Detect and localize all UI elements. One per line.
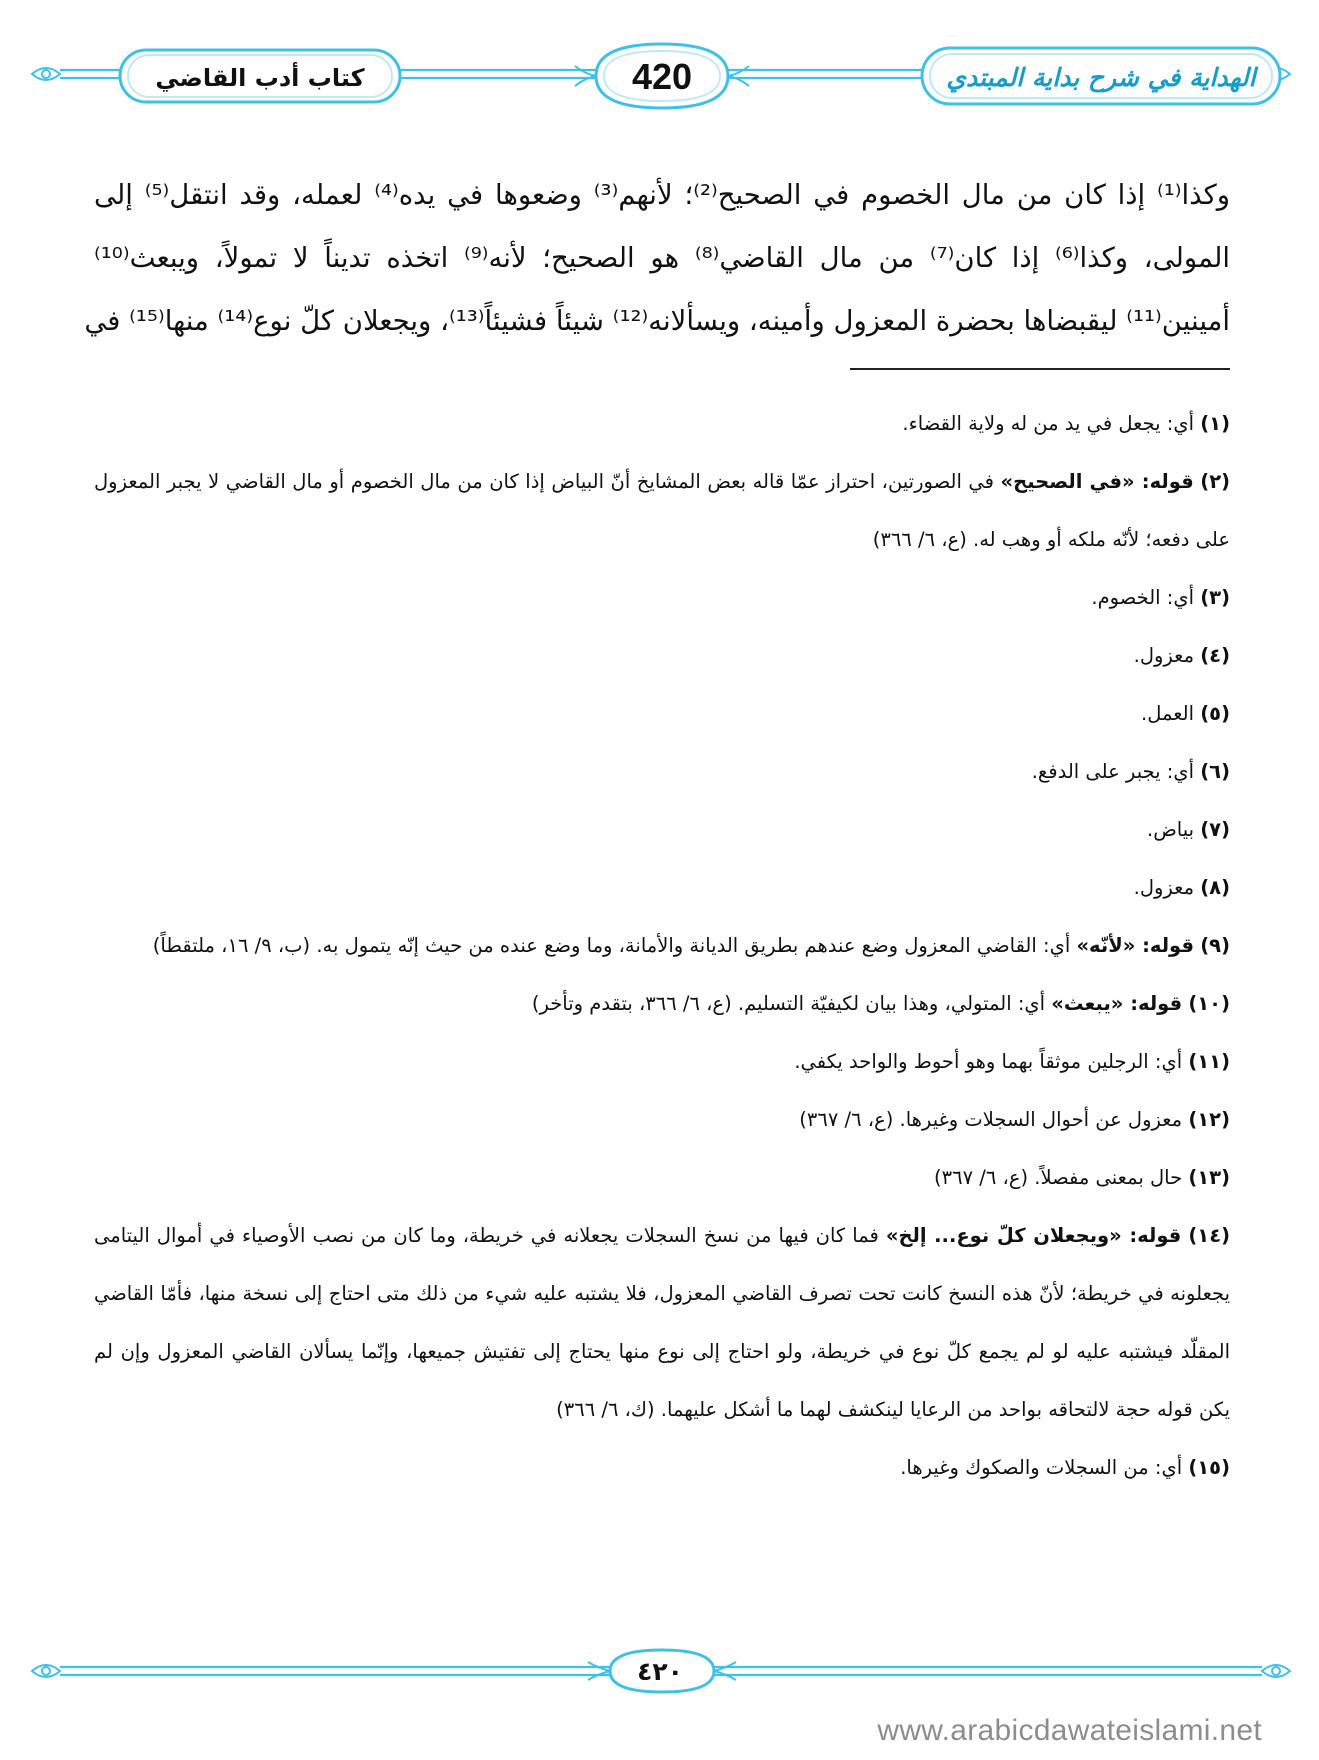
footnote-text: العمل. <box>1141 702 1195 725</box>
footnote-text: أي: القاضي المعزول وضع عندهم بطريق الديانة والأمانة، وما وضع عنده من حيث إنّه يتمول به. (ب، ٩/ ١٦، ملتقطاً) <box>152 934 1071 957</box>
footnote-number: (١٤) <box>1188 1224 1231 1247</box>
footnote-15 <box>94 1439 1230 1497</box>
page-footer <box>0 1640 1319 1700</box>
page-header <box>0 0 1319 110</box>
footnote-11 <box>94 1033 1230 1091</box>
footnote-1 <box>94 395 1230 453</box>
footnote-text: معزول. <box>1133 644 1195 667</box>
main-text-line: أمينين⁽¹¹⁾ ليقبضاها بحضرة المعزول وأمينه، ويسألانه⁽¹²⁾ شيئاً فشيئاً⁽¹³⁾، ويجعلان كلّ نوع⁽¹⁴⁾ منها⁽¹⁵⁾ في <box>84 305 1230 337</box>
footnote-number: (٢) <box>1200 470 1231 493</box>
footnote-text: بياض. <box>1147 818 1195 841</box>
footnote-text: حال بمعنى مفصلاً. (ع، ٦/ ٣٦٧) <box>934 1166 1183 1189</box>
footnote-8 <box>94 859 1230 917</box>
footnote-lemma: قوله: «ويجعلان كلّ نوع... إلخ» <box>885 1224 1182 1247</box>
footnote-text: أي: يجعل في يد من له ولاية القضاء. <box>902 412 1195 435</box>
footnote-7 <box>94 801 1230 859</box>
footnote-2 <box>94 453 1230 569</box>
footnote-text: معزول عن أحوال السجلات وغيرها. (ع، ٦/ ٣٦٧) <box>799 1108 1183 1131</box>
footnote-text: أي: الرجلين موثقاً بهما وهو أحوط والواحد يكفي. <box>794 1050 1183 1073</box>
footer-page-number: ٤٢٠ <box>637 1656 683 1686</box>
footnote-text: أي: من السجلات والصكوك وغيرها. <box>900 1456 1183 1479</box>
footnote-number: (١) <box>1200 412 1230 435</box>
footnote-number: (١١) <box>1188 1050 1230 1073</box>
footnote-lemma: قوله: «في الصحيح» <box>1000 470 1194 493</box>
footnote-separator <box>850 368 1230 370</box>
footnote-10 <box>94 975 1230 1033</box>
main-text-line: وكذا⁽¹⁾ إذا كان من مال الخصوم في الصحيح⁽²⁾؛ لأنهم⁽³⁾ وضعوها في يده⁽⁴⁾ لعمله، وقد انتقل⁽⁵⁾ إلى <box>94 179 1230 211</box>
footnote-13 <box>94 1149 1230 1207</box>
footnote-number: (٤) <box>1200 644 1230 667</box>
footnote-number: (٨) <box>1200 876 1230 899</box>
footnote-5 <box>94 685 1230 743</box>
footnote-3 <box>94 569 1230 627</box>
footnotes <box>94 395 1230 1497</box>
footnote-text: أي: المتولي، وهذا بيان لكيفيّة التسليم. (ع، ٦/ ٣٦٦، بتقدم وتأخر) <box>531 992 1046 1015</box>
footnote-text: في الصورتين، احتراز عمّا قاله بعض المشايخ أنّ البياض إذا كان من مال الخصوم أو مال القاضي لا يجبر المعزول على دفعه؛ لأنّه ملكه أو وهب له. (ع، ٦/ ٣٦٦) <box>94 470 1230 551</box>
footnote-lemma: قوله: «يبعث» <box>1051 992 1183 1015</box>
footnote-text: أي: يجبر على الدفع. <box>1031 760 1195 783</box>
footnote-number: (١٣) <box>1188 1166 1230 1189</box>
header-page-number: 420 <box>631 56 693 97</box>
footnote-number: (٧) <box>1200 818 1230 841</box>
footnote-text: فما كان فيها من نسخ السجلات يجعلانه في خريطة، وما كان من نصب الأوصياء في أموال اليتامى يجعلونه في خريطة؛ لأنّ هذه النسخ كانت تحت تصرف القاضي المعزول، فلا يشتبه عليه شيء من ذلك متى احتاج إلى نسخة منها، فأمّا القاضي المقلّد فيشتبه عليه لو لم يجمع كلّ نوع في خريطة، ولو احتاج إلى نوع منها يحتاج إلى تفتيش جميعها، وإنّما يسألان القاضي المعزول وإن لم يكن قوله حجة لالتحاقه بواحد من الرعايا لينكشف لهما ما أشكل عليهما. (ك، ٦/ ٣٦٦) <box>94 1224 1230 1421</box>
footnote-text: معزول. <box>1133 876 1195 899</box>
footnote-9 <box>94 917 1230 975</box>
footnote-6 <box>94 743 1230 801</box>
footnote-14 <box>94 1207 1230 1439</box>
footnote-text: أي: الخصوم. <box>1091 586 1195 609</box>
book-title: الهداية في شرح بداية المبتدي <box>946 62 1256 92</box>
footnote-number: (٦) <box>1200 760 1230 783</box>
footnote-4 <box>94 627 1230 685</box>
main-text-line: المولى، وكذا⁽⁶⁾ إذا كان⁽⁷⁾ من مال القاضي⁽⁸⁾ هو الصحيح؛ لأنه⁽⁹⁾ اتخذه تديناً لا تمولاً، ويبعث⁽¹⁰⁾ <box>94 242 1230 274</box>
section-title: كتاب أدب القاضي <box>155 64 365 92</box>
main-text <box>84 164 1230 353</box>
footnote-number: (٥) <box>1200 702 1230 725</box>
footnote-number: (١٠) <box>1188 992 1230 1015</box>
footnote-number: (٣) <box>1200 586 1230 609</box>
footnote-number: (١٥) <box>1188 1456 1230 1479</box>
watermark: www.arabicdawateislami.net <box>877 1714 1262 1747</box>
footnote-12 <box>94 1091 1230 1149</box>
footnote-number: (٩) <box>1200 934 1230 957</box>
footnote-lemma: قوله: «لأنّه» <box>1076 934 1195 957</box>
footnote-number: (١٢) <box>1188 1108 1230 1131</box>
